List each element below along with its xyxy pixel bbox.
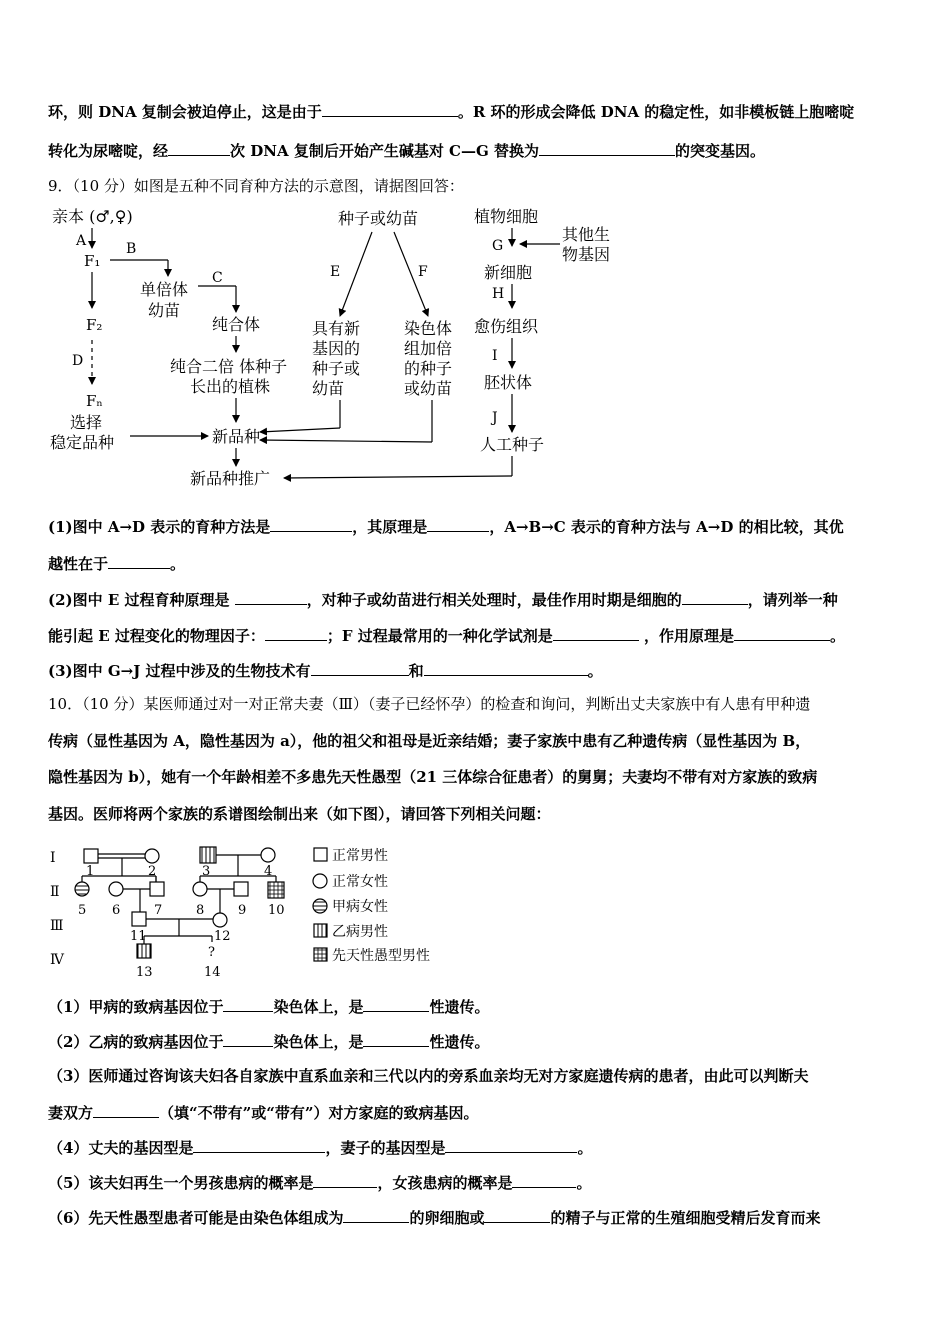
individual-8	[193, 882, 207, 896]
answer-blank[interactable]	[270, 516, 352, 532]
haploid-label-1: 单倍体	[140, 280, 189, 299]
q10-part3-line1: （3）医师通过咨询该夫妇各自家族中直系血亲和三代以内的旁系血亲均无对方家庭遗传病的患者，由此可以判断夫	[48, 1067, 809, 1085]
new-gene-line-3: 种子或	[312, 359, 361, 378]
label-H: H	[492, 286, 505, 302]
answer-blank[interactable]	[363, 996, 429, 1012]
id-7: 7	[154, 903, 163, 918]
answer-blank[interactable]	[193, 1137, 325, 1153]
answer-blank[interactable]	[445, 1137, 577, 1153]
id-13: 13	[136, 965, 153, 980]
label-I: I	[492, 348, 498, 364]
id-6: 6	[112, 903, 121, 918]
plant-cell-label: 植物细胞	[474, 207, 539, 226]
new-gene-line-4: 幼苗	[312, 379, 345, 398]
answer-blank[interactable]	[93, 1102, 159, 1118]
legend-normal-female: 正常女性	[332, 874, 388, 890]
answer-blank[interactable]	[235, 589, 307, 605]
individual-7	[150, 882, 164, 896]
legend-disease-b-male-symbol	[314, 924, 327, 937]
new-variety-label: 新品种	[212, 427, 261, 446]
chrom-line-1: 染色体	[404, 319, 453, 338]
id-10: 10	[268, 903, 285, 918]
q10-part4: （4）丈夫的基因型是 ，妻子的基因型是 。	[48, 1139, 593, 1157]
label-A: A	[76, 233, 87, 249]
other-gene-label-2: 物基因	[562, 245, 611, 264]
individual-1	[84, 849, 98, 863]
individual-11	[132, 912, 146, 926]
gen-III: Ⅲ	[50, 918, 64, 934]
question-9-heading: 9．（10 分）如图是五种不同育种方法的示意图，请据图回答：	[48, 177, 464, 195]
gen-IV: Ⅳ	[50, 952, 64, 968]
q10-part6: （6）先天性愚型患者可能是由染色体组成为 的卵细胞或 的精子与正常的生殖细胞受精后发育而来	[48, 1209, 821, 1227]
answer-blank[interactable]	[265, 625, 327, 641]
embryoid-label: 胚状体	[484, 373, 533, 392]
label-Fn: Fₙ	[86, 392, 103, 410]
promote-label: 新品种推广	[190, 469, 271, 488]
text-line: 转化为尿嘧啶，经 次 DNA 复制后开始产生碱基对 C—G 替换为 的突变基因。	[48, 142, 766, 160]
parent-label: 亲本 (♂,♀)	[52, 207, 133, 226]
q10-part1: （1）甲病的致病基因位于 染色体上，是 性遗传。	[48, 998, 490, 1016]
artificial-seed-label: 人工种子	[480, 435, 545, 454]
haploid-label-2: 幼苗	[148, 301, 181, 320]
individual-13	[137, 944, 151, 958]
legend-disease-b-male: 乙病男性	[332, 924, 388, 940]
answer-blank[interactable]	[427, 516, 489, 532]
legend-disease-a-female: 甲病女性	[332, 899, 388, 915]
label-C: C	[212, 270, 223, 286]
chrom-line-2: 组加倍	[404, 339, 453, 358]
individual-5	[75, 882, 89, 896]
answer-blank[interactable]	[682, 589, 748, 605]
label-F1: F₁	[84, 252, 101, 270]
answer-blank[interactable]	[223, 996, 273, 1012]
q10-part2: （2）乙病的致病基因位于 染色体上，是 性遗传。	[48, 1033, 490, 1051]
label-D: D	[72, 353, 84, 369]
q9-part1-line1: (1)图中 A→D 表示的育种方法是 ，其原理是 ，A→B→C 表示的育种方法与 A→D 的相比较，其优	[48, 518, 844, 536]
new-gene-line-1: 具有新	[312, 319, 361, 338]
label-F: F	[418, 264, 428, 280]
individual-14-unknown: ?	[208, 945, 215, 960]
id-3: 3	[202, 864, 211, 879]
q9-part2-line2: 能引起 E 过程变化的物理因子： ；F 过程最常用的一种化学试剂是 ，作用原理是 。	[48, 627, 846, 645]
text-line: 环，则 DNA 复制会被迫停止，这是由于 。R 环的形成会降低 DNA 的稳定性，如非模板链上胞嘧啶	[48, 103, 855, 121]
answer-blank[interactable]	[223, 1031, 273, 1047]
individual-6	[109, 882, 123, 896]
legend-down-syndrome-male-symbol	[314, 948, 327, 961]
new-gene-line-2: 基因的	[312, 339, 361, 358]
pure-label: 纯合体	[212, 315, 261, 334]
q10-part3-line2: 妻双方 （填“不带有”或“带有”）对方家庭的致病基因。	[48, 1104, 479, 1122]
answer-blank[interactable]	[108, 553, 170, 569]
id-9: 9	[238, 903, 247, 918]
answer-blank[interactable]	[539, 140, 675, 156]
select-label-2: 稳定品种	[50, 433, 115, 452]
question-10-line-4: 基因。医师将两个家族的系谱图绘制出来（如下图），请回答下列相关问题：	[48, 805, 551, 823]
label-B: B	[126, 241, 137, 257]
callus-label: 愈伤组织	[474, 317, 539, 336]
legend-normal-female-symbol	[313, 874, 327, 888]
answer-blank[interactable]	[484, 1207, 550, 1223]
q9-part3: (3)图中 G→J 过程中涉及的生物技术有 和 。	[48, 662, 603, 680]
individual-9	[234, 882, 248, 896]
legend-disease-a-female-symbol	[313, 899, 327, 913]
legend-normal-male: 正常男性	[332, 848, 388, 864]
breeding-diagram	[40, 200, 640, 500]
legend-normal-male-symbol	[314, 848, 327, 861]
answer-blank[interactable]	[553, 625, 639, 641]
legend-down-syndrome-male: 先天性愚型男性	[332, 948, 430, 964]
individual-10	[268, 882, 284, 898]
answer-blank[interactable]	[322, 101, 458, 117]
gen-I: Ⅰ	[50, 850, 56, 866]
answer-blank[interactable]	[313, 1172, 377, 1188]
gen-II: Ⅱ	[50, 884, 60, 900]
individual-4	[261, 848, 275, 862]
question-10-line-1: 10．（10 分）某医师通过对一对正常夫妻（Ⅲ）（妻子已经怀孕）的检查和询问，判断出丈夫家族中有人患有甲种遗	[48, 695, 811, 713]
diploid-label-1: 纯合二倍 体种子	[170, 357, 288, 376]
answer-blank[interactable]	[424, 660, 588, 676]
id-4: 4	[264, 864, 273, 879]
answer-blank[interactable]	[168, 140, 230, 156]
select-label-1: 选择	[70, 413, 103, 432]
q9-part2-line1: (2)图中 E 过程育种原理是 ，对种子或幼苗进行相关处理时，最佳作用时期是细胞的 ，请列举一种	[48, 591, 838, 609]
label-G: G	[492, 238, 504, 254]
label-J: J	[492, 410, 498, 426]
q10-part5: （5）该夫妇再生一个男孩患病的概率是 ，女孩患病的概率是 。	[48, 1174, 592, 1192]
answer-blank[interactable]	[512, 1172, 576, 1188]
id-12: 12	[214, 929, 231, 944]
question-10-line-2: 传病（显性基因为 A，隐性基因为 a），他的祖父和祖母是近亲结婚；妻子家族中患有乙种遗传病（显性基因为 B，	[48, 732, 811, 750]
id-14: 14	[204, 965, 221, 980]
id-5: 5	[78, 903, 87, 918]
label-F2: F₂	[86, 316, 103, 334]
id-2: 2	[148, 864, 157, 879]
new-cell-label: 新细胞	[484, 263, 533, 282]
other-gene-label-1: 其他生	[562, 225, 611, 244]
individual-3	[200, 847, 216, 863]
answer-blank[interactable]	[311, 660, 409, 676]
q9-part1-line2: 越性在于 。	[48, 555, 186, 573]
id-1: 1	[86, 864, 95, 879]
answer-blank[interactable]	[734, 625, 830, 641]
seed-label: 种子或幼苗	[338, 209, 419, 228]
chrom-line-4: 或幼苗	[404, 379, 453, 398]
answer-blank[interactable]	[343, 1207, 409, 1223]
question-10-line-3: 隐性基因为 b），她有一个年龄相差不多患先天性愚型（21 三体综合征患者）的舅舅；夫妻均不带有对方家族的致病	[48, 768, 818, 786]
pedigree-chart	[44, 836, 464, 986]
chrom-line-3: 的种子	[404, 359, 453, 378]
individual-2	[145, 849, 159, 863]
id-11: 11	[130, 929, 147, 944]
id-8: 8	[196, 903, 205, 918]
answer-blank[interactable]	[363, 1031, 429, 1047]
label-E: E	[330, 264, 341, 280]
diploid-label-2: 长出的植株	[190, 377, 271, 396]
individual-12	[213, 913, 227, 927]
